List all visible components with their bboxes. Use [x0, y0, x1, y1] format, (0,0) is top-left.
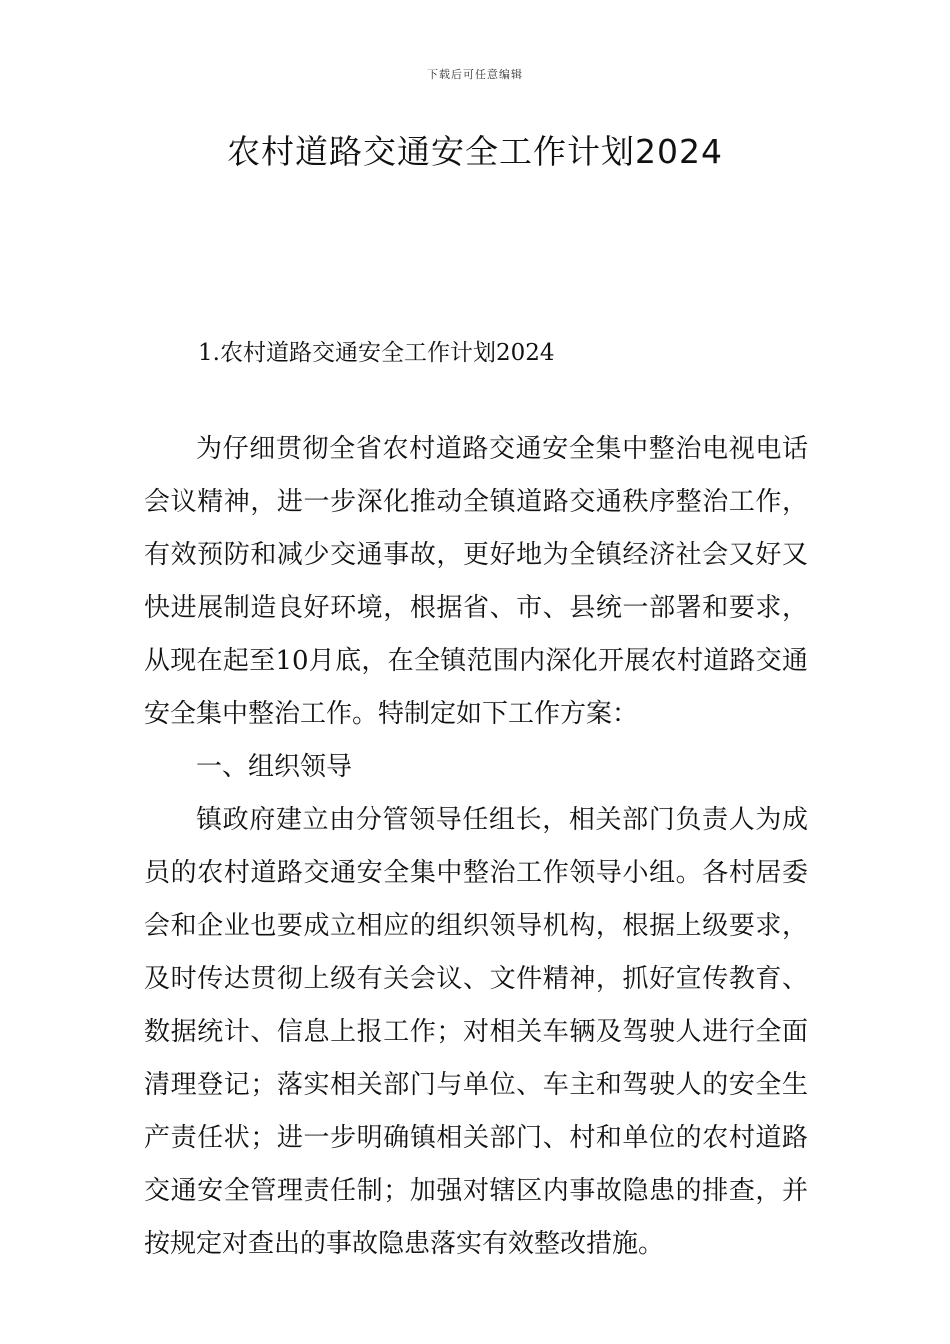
section-heading: 1.农村道路交通安全工作计划2024	[198, 340, 555, 366]
header-note: 下载后可任意编辑	[427, 68, 523, 81]
intro-paragraph: 为仔细贯彻全省农村道路交通安全集中整治电视电话会议精神，进一步深化推动全镇道路交通秩序整治工作，有效预防和减少交通事故，更好地为全镇经济社会又好又快进展制造良好环境，根据省、市、县统一部署和要求，从现在起至10月底，在全镇范围内深化开展农村道路交通安全集中整治工作。特制定如下工作方案：	[144, 434, 808, 729]
subheading-organization: 一、组织领导	[196, 752, 353, 782]
organization-paragraph: 镇政府建立由分管领导任组长，相关部门负责人为成员的农村道路交通安全集中整治工作领导小组。各村居委会和企业也要成立相应的组织领导机构，根据上级要求，及时传达贯彻上级有关会议、文件精神，抓好宣传教育、数据统计、信息上报工作；对相关车辆及驾驶人进行全面清理登记；落实相关部门与单位、车主和驾驶人的安全生产责任状；进一步明确镇相关部门、村和单位的农村道路交通安全管理责任制；加强对辖区内事故隐患的排查，并按规定对查出的事故隐患落实有效整改措施。	[144, 805, 808, 1259]
document-title: 农村道路交通安全工作计划2024	[227, 132, 723, 171]
document-body	[144, 423, 808, 1271]
